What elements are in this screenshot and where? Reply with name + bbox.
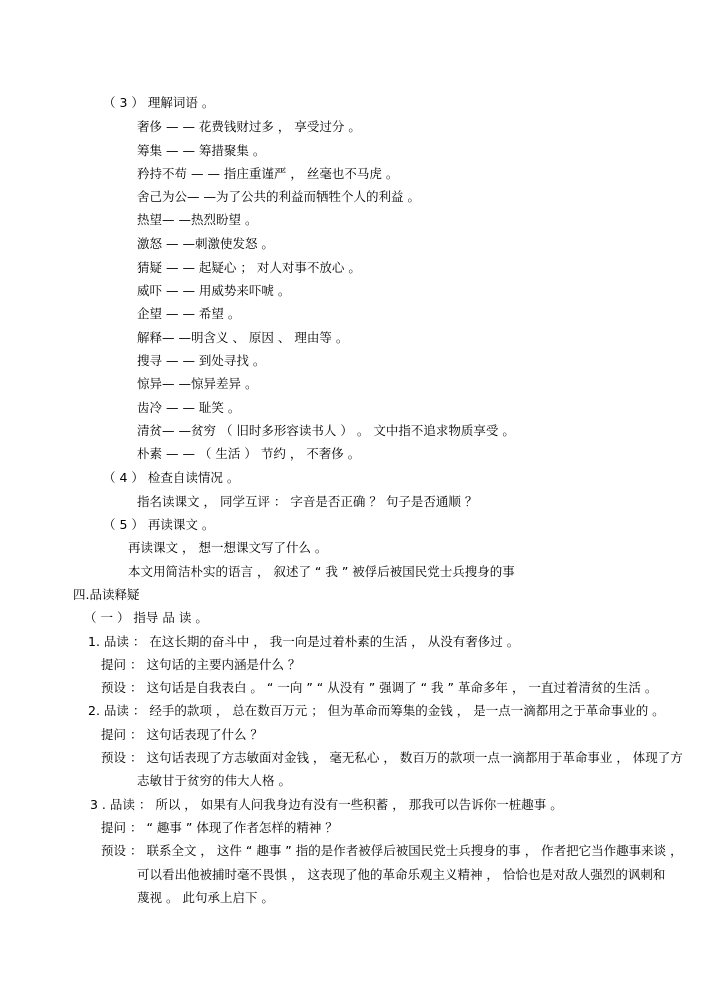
- vocab-heading: （ 3 ） 理解词语 。: [103, 95, 215, 110]
- vocab-item: 解释— —明含义 、 原因 、 理由等 。: [137, 330, 349, 345]
- sub-heading: （ 一 ） 指导 品 读 。: [84, 610, 208, 625]
- q1-read: 1. 品读 ： 在这长期的奋斗中 ， 我一向是过着朴素的生活 ， 从没有奢侈过 。: [88, 634, 520, 649]
- vocab-item: 齿冷 — — 耻笑 。: [137, 400, 241, 415]
- vocab-item: 筹集 — — 筹措聚集 。: [137, 143, 266, 158]
- vocab-item: 猜疑 — — 起疑心 ； 对人对事不放心 。: [137, 260, 361, 275]
- reread-heading: （ 5 ） 再读课文 。: [103, 517, 215, 532]
- vocab-item: 舍己为公— —为了公共的利益而牺牲个人的利益 。: [137, 189, 420, 204]
- check-heading: （ 4 ） 检查自读情况 。: [103, 470, 240, 485]
- q2-preset: 志敏甘于贫穷的伟大人格 。: [137, 773, 291, 788]
- q3-preset: 预设 ： 联系全文 ， 这件 “ 趣事 ” 指的是作者被俘后被国民党士兵搜身的事 ， 作者把它当作趣事来谈 ，: [101, 843, 683, 858]
- q3-ask: 提问 ： “ 趣事 ” 体现了作者怎样的精神 ？: [101, 820, 338, 835]
- vocab-item: 奢侈 — — 花费钱财过多 ， 享受过分 。: [137, 119, 361, 134]
- q2-ask: 提问 ： 这句话表现了什么 ？: [101, 727, 263, 742]
- vocab-item: 矜持不苟 — — 指庄重谨严 ， 丝毫也不马虎 。: [137, 166, 399, 181]
- q3-preset: 可以看出他被捕时毫不畏惧 ， 这表现了他的革命乐观主义精神 ， 恰恰也是对敌人强烈的讽刺和: [137, 867, 666, 882]
- q2-preset: 预设 ： 这句话表现了方志敏面对金钱 ， 毫无私心 ， 数百万的款项一点一滴都用于革命事业 ， 体现了方: [101, 750, 683, 765]
- q3-preset: 蔑视 。 此句承上启下 。: [137, 890, 274, 905]
- vocab-item: 搜寻 — — 到处寻找 。: [137, 353, 266, 368]
- vocab-item: 热望— —热烈盼望 。: [137, 212, 258, 227]
- vocab-item: 朴素 — — （ 生活 ） 节约 ， 不奢侈 。: [137, 446, 361, 461]
- vocab-item: 清贫— —贫穷 （ 旧时多形容读书人 ） 。 文中指不追求物质享受 。: [137, 423, 515, 438]
- q3-read: 3 . 品读 ： 所以 ， 如果有人问我身边有没有一些积蓄 ， 那我可以告诉你一桩趣事 。: [90, 797, 563, 812]
- q1-ask: 提问 ： 这句话的主要内涵是什么 ？: [101, 657, 301, 672]
- reread-line: 本文用简洁朴实的语言 ， 叙述了 “ 我 ” 被俘后被国民党士兵搜身的事: [128, 564, 515, 579]
- vocab-item: 企望 — — 希望 。: [137, 306, 241, 321]
- vocab-item: 激怒 — —刺激使发怒 。: [137, 236, 274, 251]
- q2-read: 2. 品读 ： 经手的款项 ， 总在数百万元 ； 但为革命而筹集的金钱 ， 是一点一滴都用之于革命事业的 。: [88, 703, 665, 718]
- vocab-item: 威吓 — — 用威势来吓唬 。: [137, 283, 291, 298]
- vocab-item: 惊异— —惊异差异 。: [137, 376, 258, 391]
- check-text: 指名读课文 ， 同学互评 ： 字音是否正确 ？ 句子是否通顺 ？: [137, 494, 478, 509]
- reread-line: 再读课文 ， 想一想课文写了什么 。: [128, 540, 328, 555]
- q1-preset: 预设 ： 这句话是自我表白 。 “ 一向 ” “ 从没有 ” 强调了 “ 我 ” 革命多年 ， 一直过着清贫的生活 。: [101, 680, 658, 695]
- section-heading: 四.品读释疑: [73, 587, 140, 602]
